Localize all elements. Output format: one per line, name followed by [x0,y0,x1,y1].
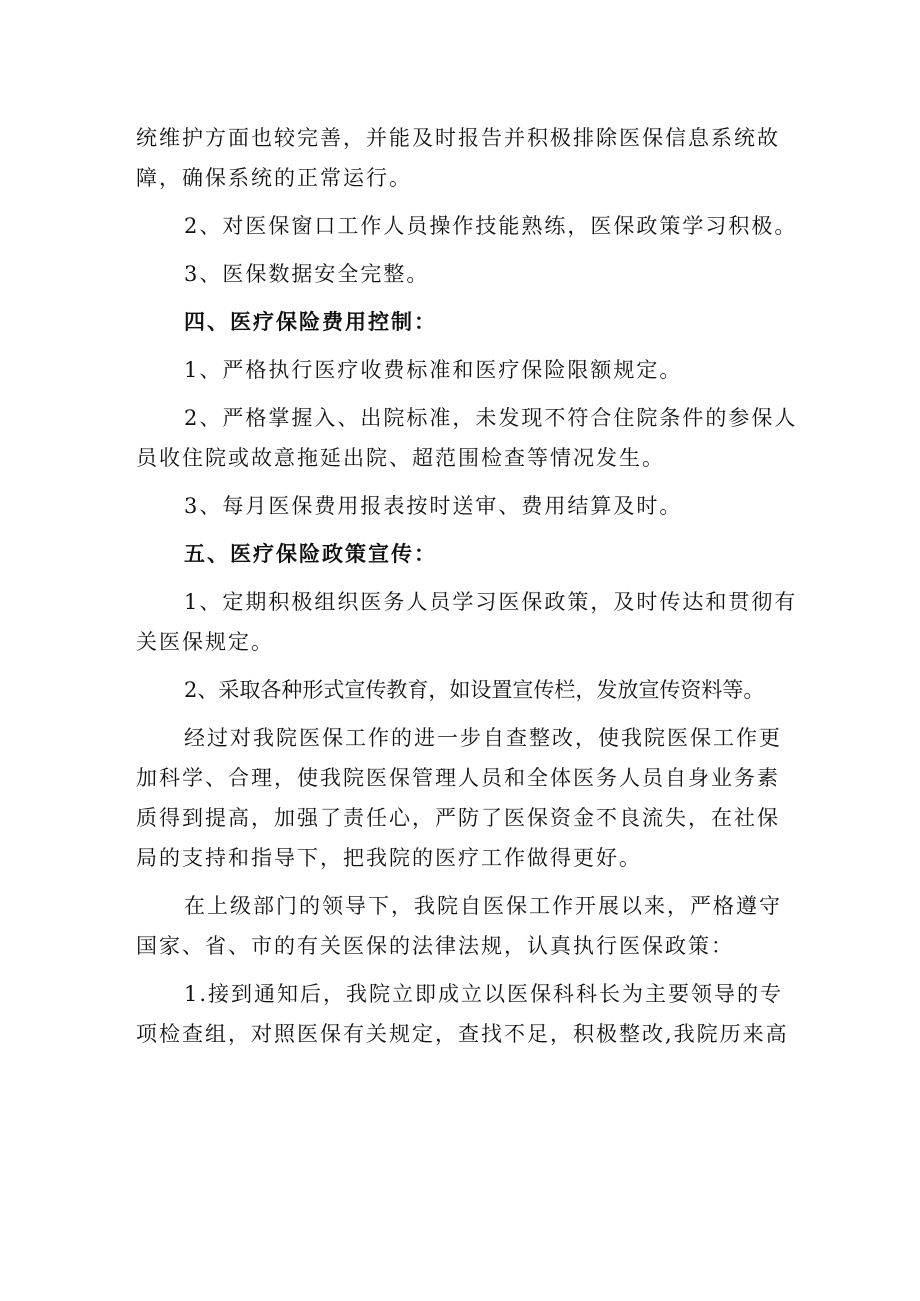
paragraph-line: 2、严格掌握入、出院标准，未发现不符合住院条件的参保人 [184,406,798,430]
paragraph-line: 1.接到通知后，我院立即成立以医保科科长为主要领导的专 [184,982,784,1006]
paragraph-line: 2、对医保窗口工作人员操作技能熟练，医保政策学习积极。 [184,214,798,238]
paragraph-line: 国家、省、市的有关医保的法律法规，认真执行医保政策： [136,934,734,958]
paragraph-line: 1、定期积极组织医务人员学习医保政策，及时传达和贯彻有 [184,590,798,614]
section-heading: 五、医疗保险政策宣传： [184,541,437,566]
paragraph-line: 项检查组，对照医保有关规定，查找不足，积极整改,我院历来高 [136,1022,789,1046]
paragraph-line: 2、采取各种形式宣传教育，如设置宣传栏，发放宣传资料等。 [184,678,765,702]
paragraph-line: 经过对我院医保工作的进一步自查整改，使我院医保工作更 [184,726,782,750]
paragraph-line: 在上级部门的领导下，我院自医保工作开展以来，严格遵守 [184,894,782,918]
paragraph-line: 3、每月医保费用报表按时送审、费用结算及时。 [184,494,683,518]
paragraph-line: 统维护方面也较完善，并能及时报告并积极排除医保信息系统故 [136,126,780,150]
paragraph-line: 员收住院或故意拖延出院、超范围检查等情况发生。 [136,446,665,470]
paragraph-line: 1、严格执行医疗收费标准和医疗保险限额规定。 [184,358,683,382]
paragraph-line: 局的支持和指导下，把我院的医疗工作做得更好。 [136,846,642,870]
paragraph-line: 障，确保系统的正常运行。 [136,166,412,190]
paragraph-line: 质得到提高，加强了责任心，严防了医保资金不良流失，在社保 [136,806,780,830]
section-heading: 四、医疗保险费用控制： [184,309,437,334]
paragraph-line: 加科学、合理，使我院医保管理人员和全体医务人员自身业务素 [136,766,780,790]
paragraph-line: 关医保规定。 [136,630,274,654]
paragraph-line: 3、医保数据安全完整。 [184,262,430,286]
document-body [136,118,796,1054]
